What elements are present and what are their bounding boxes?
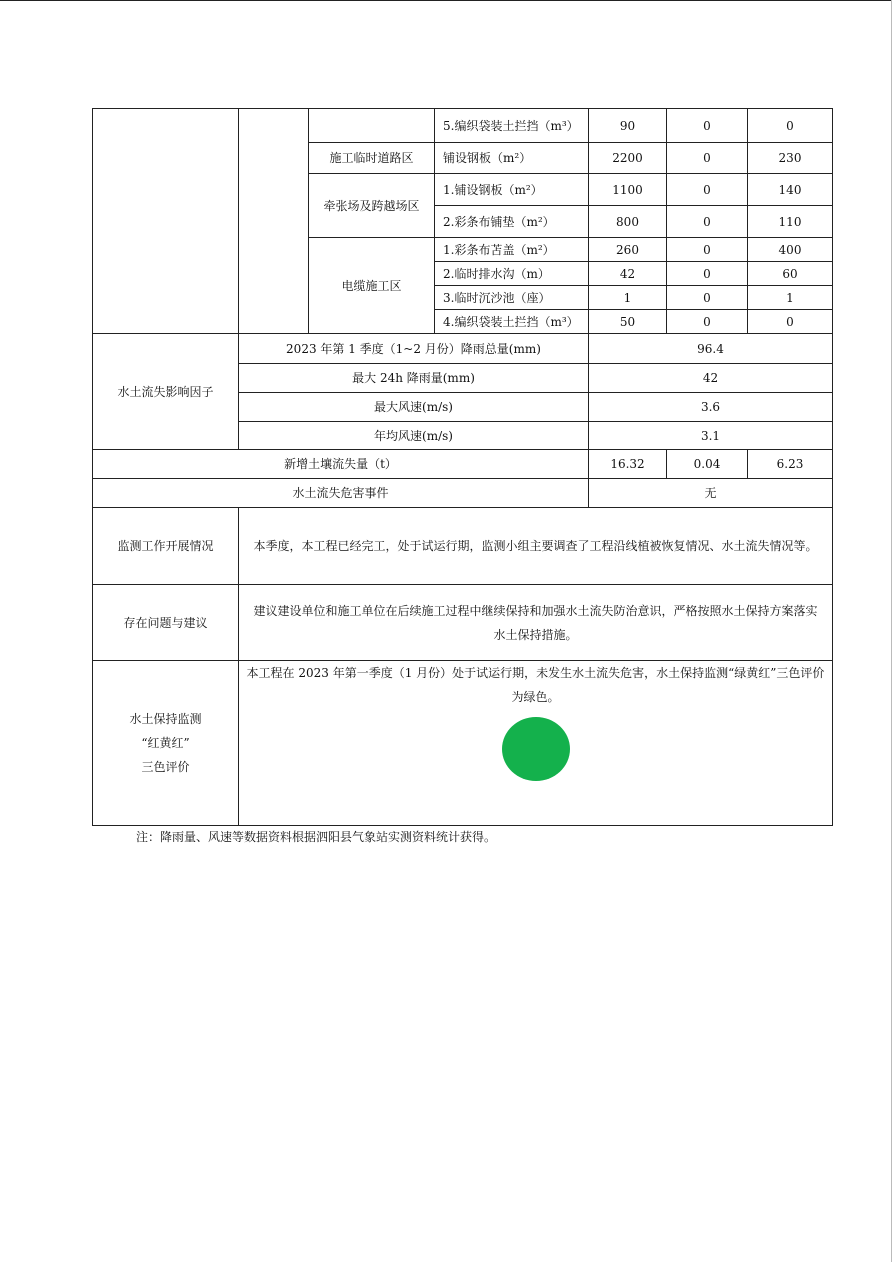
measure-cell: 1.彩条布苫盖（m²） [435,238,589,262]
value-cell: 2200 [589,143,667,174]
page-top-border [0,0,892,1]
empty-category-cell [93,109,239,334]
monitoring-cell [239,508,833,585]
footnote: 注：降雨量、风速等数据资料根据泗阳县气象站实测资料统计获得。 [136,830,497,844]
factor-name: 最大风速(m/s) [239,393,589,422]
value-cell: 90 [589,109,667,143]
rating-label-line: 水土保持监测 [129,712,202,726]
table-row [93,508,833,585]
table-row [93,450,833,479]
factor-value: 96.4 [589,334,833,364]
factor-name: 2023 年第 1 季度（1~2 月份）降雨总量(mm) [239,334,589,364]
factor-name: 最大 24h 降雨量(mm) [239,364,589,393]
hazard-label: 水土流失危害事件 [93,479,589,508]
problems-label: 存在问题与建议 [93,585,239,661]
factor-value: 3.6 [589,393,833,422]
value-cell: 0 [667,310,748,334]
table-row [93,109,833,143]
value-cell: 110 [748,206,833,238]
value-cell: 260 [589,238,667,262]
value-cell: 140 [748,174,833,206]
value-cell: 800 [589,206,667,238]
measure-cell: 铺设钢板（m²） [435,143,589,174]
value-cell: 1100 [589,174,667,206]
monitoring-label: 监测工作开展情况 [93,508,239,585]
rating-label [93,661,239,826]
value-cell: 0 [667,109,748,143]
measure-cell: 5.编织袋装土拦挡（m³） [435,109,589,143]
hazard-value: 无 [589,479,833,508]
value-cell: 0 [748,109,833,143]
measure-cell: 3.临时沉沙池（座） [435,286,589,310]
table-row [93,479,833,508]
rating-text: 本工程在 2023 年第一季度（1 月份）处于试运行期，未发生水土流失危害，水土保持监测“绿黄红”三色评价为绿色。 [246,666,825,704]
soil-loss-label: 新增土壤流失量（t） [93,450,589,479]
value-cell: 400 [748,238,833,262]
value-cell: 60 [748,262,833,286]
value-cell: 0 [667,238,748,262]
rating-label-line: “红黄红” [141,736,190,750]
value-cell: 0 [667,174,748,206]
value-cell: 42 [589,262,667,286]
table-row [93,661,833,826]
measure-cell: 1.铺设钢板（m²） [435,174,589,206]
value-cell: 1 [748,286,833,310]
area-cell: 牵张场及跨越场区 [309,174,435,238]
rating-cell [239,661,833,826]
value-cell: 0 [667,206,748,238]
rating-label-line: 三色评价 [141,760,190,774]
problems-text: 建议建设单位和施工单位在后续施工过程中继续保持和加强水土流失防治意识，严格按照水土保持方案落实水土保持措施。 [253,603,818,642]
factor-value: 3.1 [589,422,833,450]
measure-cell: 4.编织袋装土拦挡（m³） [435,310,589,334]
factors-label: 水土流失影响因子 [93,334,239,450]
factor-name: 年均风速(m/s) [239,422,589,450]
value-cell: 0 [748,310,833,334]
area-cell: 施工临时道路区 [309,143,435,174]
empty-area-cell [309,109,435,143]
table-row [93,585,833,661]
value-cell: 16.32 [589,450,667,479]
area-cell: 电缆施工区 [309,238,435,334]
monitoring-text: 本季度，本工程已经完工，处于试运行期，监测小组主要调查了工程沿线植被恢复情况、水土流失情况等。 [253,539,818,553]
green-rating-indicator [502,717,570,781]
table-row [93,334,833,364]
value-cell: 50 [589,310,667,334]
empty-subcategory-cell [239,109,309,334]
value-cell: 1 [589,286,667,310]
value-cell: 0 [667,143,748,174]
value-cell: 6.23 [748,450,833,479]
monitoring-report-table [92,108,833,826]
value-cell: 0 [667,262,748,286]
measure-cell: 2.临时排水沟（m） [435,262,589,286]
factor-value: 42 [589,364,833,393]
value-cell: 0.04 [667,450,748,479]
measure-cell: 2.彩条布铺垫（m²） [435,206,589,238]
value-cell: 0 [667,286,748,310]
value-cell: 230 [748,143,833,174]
problems-cell [239,585,833,661]
